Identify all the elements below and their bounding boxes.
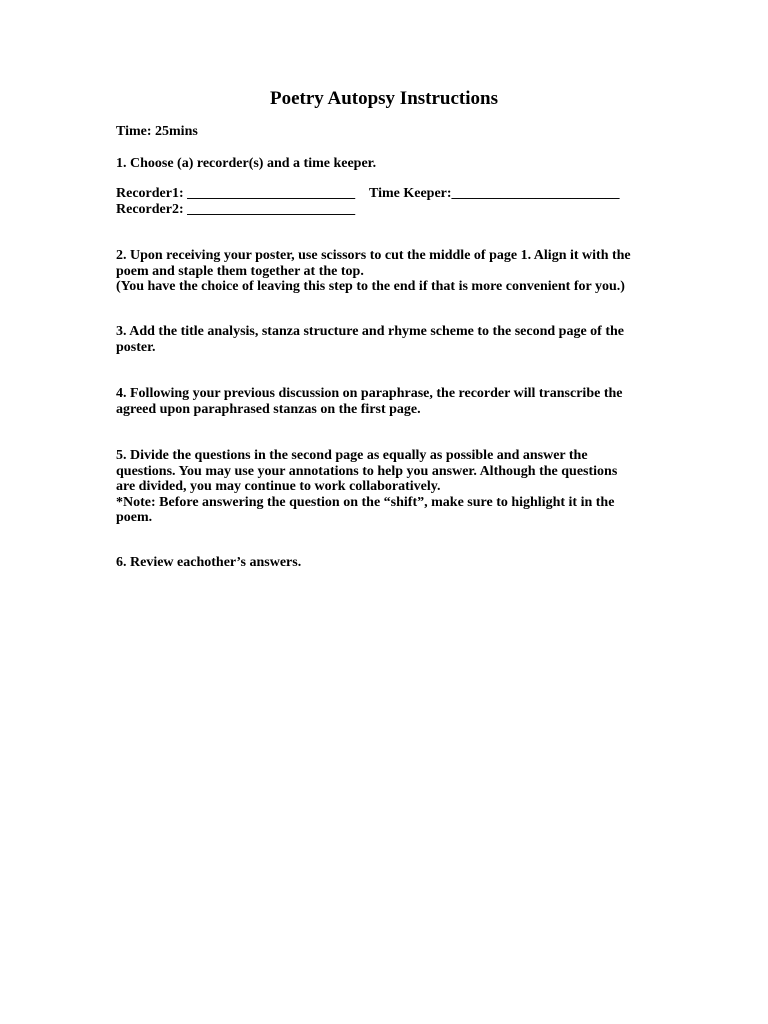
step-5-note-line: *Note: Before answering the question on the “shift”, make sure to highlight it in the <box>116 494 615 510</box>
step-2-line: 2. Upon receiving your poster, use scissors to cut the middle of page 1. Align it with the <box>116 248 631 263</box>
step-2-text <box>116 248 656 295</box>
recorder2-field: Recorder2: ________________________ <box>116 201 356 217</box>
step-4-line: 4. Following your previous discussion on paraphrase, the recorder will transcribe the <box>116 386 623 401</box>
step-4-line: agreed upon paraphrased stanzas on the first page. <box>116 401 421 417</box>
step-3-line: poster. <box>116 339 156 355</box>
step-3-line: 3. Add the title analysis, stanza structure and rhyme scheme to the second page of the <box>116 324 624 339</box>
time-keeper-field: Time Keeper:________________________ <box>369 186 620 201</box>
step-5-line: questions. You may use your annotations to help you answer. Although the questions <box>116 463 618 479</box>
recorder1-field: Recorder1: ________________________ <box>116 186 356 201</box>
step-3-text <box>116 324 656 355</box>
step-5-note-line: poem. <box>116 510 153 525</box>
step-6-text: 6. Review eachother’s answers. <box>116 555 302 570</box>
page-title: Poetry Autopsy Instructions <box>269 88 498 109</box>
step-5-text <box>116 448 656 526</box>
step-2-line: poem and staple them together at the top. <box>116 263 364 279</box>
step-5-line: 5. Divide the questions in the second page as equally as possible and answer the <box>116 448 588 463</box>
time-label: Time: 25mins <box>116 124 198 139</box>
step-1-text: 1. Choose (a) recorder(s) and a time keeper. <box>116 156 377 171</box>
step-5-line: are divided, you may continue to work collaboratively. <box>116 479 441 494</box>
step-4-text <box>116 386 656 417</box>
step-2-line: (You have the choice of leaving this step to the end if that is more convenient for you.) <box>116 279 625 294</box>
